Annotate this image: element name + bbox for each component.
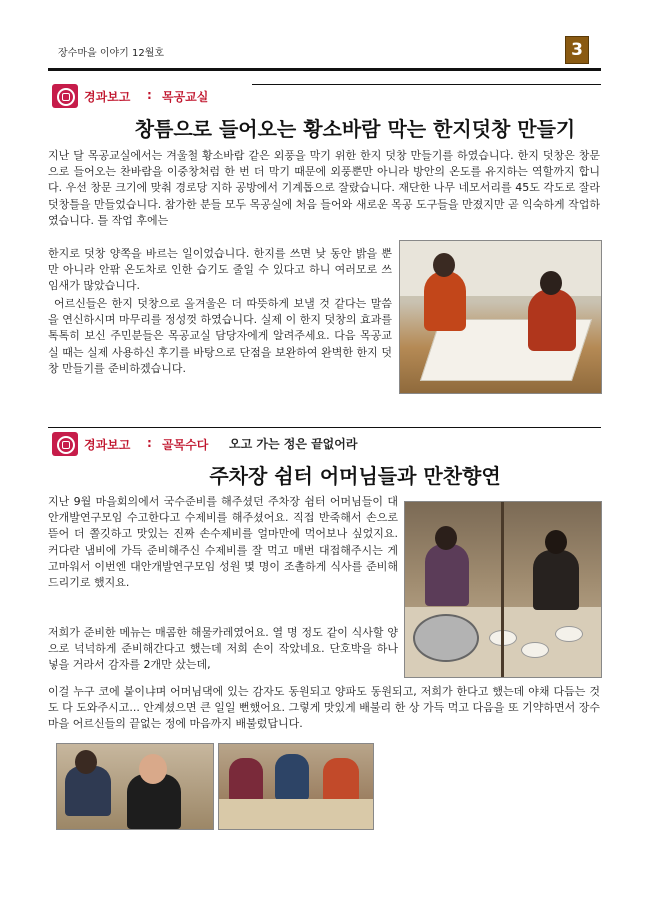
section2-tagline: 오고 가는 정은 끝없어라: [229, 437, 358, 451]
section2-label-topic: 골목수다: [162, 438, 209, 452]
section1-rule: [252, 84, 601, 85]
section1-label-prefix: 경과보고: [84, 90, 131, 104]
section2-label-prefix: 경과보고: [84, 438, 131, 452]
section1-label-topic: 목공교실: [162, 90, 209, 104]
section2-top-rule: [48, 427, 601, 428]
section2-paragraph-1: 지난 9월 마을회의에서 국수준비를 해주셨던 주차장 쉼터 어머님들이 대안개발연구모임 수고한다고 수제비를 해주셨어요. 직접 반죽해서 손으로 뜯어 더 쫄깃하고 맛있는 진짜 손수제비를 얼마만에 먹어보나 싶었지요. 커다란 냄비에 가득 준비해주신 수제비를 잘 먹고 매번 대접해주시는 게 고마워서 이번엔 대안개발연구모임 성원 몇 명이 조촐하게 식사를 준비해드리기로 했지요.: [48, 495, 398, 590]
section2-paragraph-2: 저희가 준비한 메뉴는 매콤한 해물카레였어요. 열 명 정도 같이 식사할 양으로 넉넉하게 준비해간다고 했는데 저희 손이 작았네요. 단호박을 하나 넣을 거라서 감자를 2개만 샀는데,: [48, 626, 398, 672]
section2-title: 주차장 쉼터 어머님들과 만찬향연: [209, 464, 501, 488]
section1-paragraph-1: 지난 달 목공교실에서는 겨울철 황소바람 같은 외풍을 막기 위한 한지 덧창 만들기를 하였습니다. 한지 덧창은 창문으로 들어오는 찬바람을 이중창처럼 한 번 더 막기 때문에 외풍뿐만 아니라 방안의 온도를 유지하는 역할까지 합니다. 우선 창문 크기에 맞춰 경로당 지하 공방에서 기계톱으로 잘랐습니다. 재단한 나무 네모서리를 45도 각도로 잘라 덧창틀을 만들었습니다. 참가한 분들 모두 목공실에 처음 들어와 새로운 목공 도구들을 만졌지만 곧 익숙하게 작업하였습니다. 틀 작업 후에는: [48, 149, 600, 227]
kitchen-photo: [404, 501, 602, 678]
group-meal-photo: [218, 743, 374, 830]
workshop-photo: [399, 240, 602, 394]
page-number: 3: [565, 36, 589, 64]
section-badge-icon: [52, 432, 78, 456]
section1-paragraph-2: 한지로 덧창 양쪽을 바르는 일이었습니다. 한지를 쓰면 낮 동안 밝을 뿐만 아니라 안팎 온도차로 인한 습기도 줄일 수 있다고 하니 여러모로 쓰임새가 많았습니다.: [48, 247, 392, 293]
section2-label-sep: :: [147, 436, 152, 450]
header-rule: [48, 68, 601, 71]
section2-paragraph-3: 이걸 누구 코에 붙이냐며 어머님댁에 있는 감자도 동원되고 양파도 동원되고, 저희가 한다고 했는데 야채 다듬는 것도 다 도와주시고... 안계셨으면 큰 일일 뻔했어요. 그렇게 맛있게 배불리 한 상 가득 먹고 다음을 또 기약하면서 장수마을 어르신들의 끝없는 정에 마음까지 배불렀답니다.: [48, 685, 600, 731]
section1-title: 창틈으로 들어오는 황소바람 막는 한지덧창 만들기: [134, 117, 576, 141]
section1-paragraph-3: 어르신들은 한지 덧창으로 올겨울은 더 따뜻하게 보낼 것 같다는 말씀을 연신하시며 마무리를 정성껏 하였습니다. 실제 이 한지 덧창의 효과를 톡톡히 보신 주민분들은 목공교실 담당자에게 알려주세요. 다음 목공교실 때는 실제 사용하신 후기를 바탕으로 단점을 보완하여 완벽한 한지 덧창 만들기를 준비하겠습니다.: [48, 297, 392, 375]
section-badge-icon: [52, 84, 78, 108]
newsletter-title: 장수마을 이야기 12월호: [58, 48, 165, 59]
men-eating-photo: [56, 743, 214, 830]
section1-label-sep: :: [147, 88, 152, 102]
